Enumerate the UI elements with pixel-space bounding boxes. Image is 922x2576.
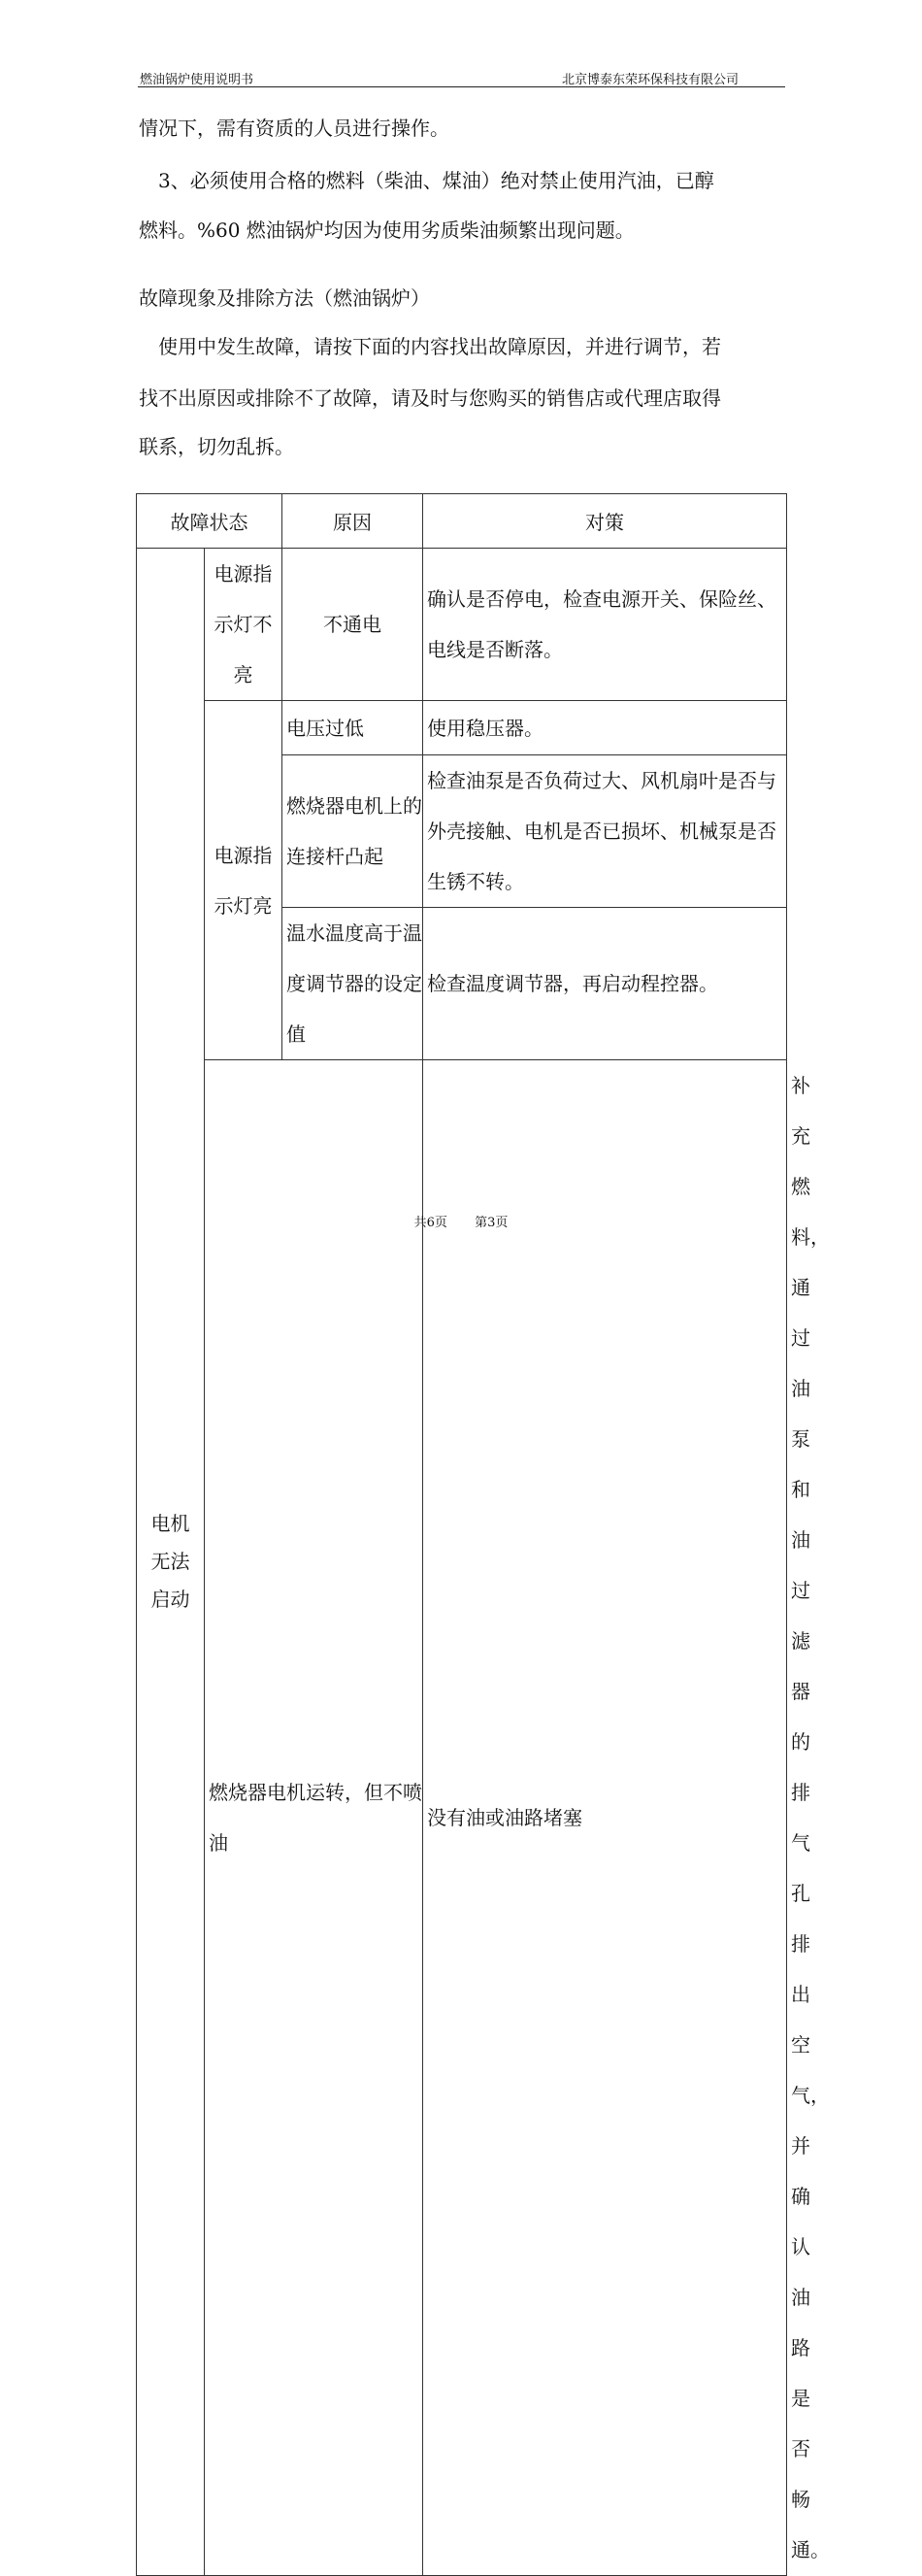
page-footer (0, 1212, 922, 1230)
table-row (137, 701, 787, 755)
table-row: 燃烧器电机运转，但不喷油 没有油或油路堵塞 补充燃料，通过油泵和油过滤器的排气孔排出空气，并确认油路是否畅通。 (137, 1060, 787, 2576)
state-motor-no-start: 电机无法启动 (137, 549, 205, 2576)
company-name: 北京博泰东荣环保科技有限公司 (561, 73, 739, 87)
measure-check-pump-fan: 检查油泵是否负荷过大、风机扇叶是否与外壳接触、电机是否已损坏、机械泵是否生锈不转。 (423, 755, 787, 908)
table-row (137, 549, 787, 701)
cause-no-oil-or-blocked: 没有油或油路堵塞 (423, 1060, 787, 2576)
fault-table (136, 493, 830, 2576)
paragraph-intro-line-1: 使用中发生故障，请按下面的内容找出故障原因，并进行调节，若 (139, 335, 721, 358)
measure-use-stabilizer: 使用稳压器。 (423, 701, 787, 755)
document-title: 燃油锅炉使用说明书 (140, 73, 254, 87)
header-fault-state: 故障状态 (137, 494, 282, 549)
paragraph-fuel-line-2: 燃料。%60 燃油锅炉均因为使用劣质柴油频繁出现问题。 (139, 218, 635, 242)
cause-connecting-rod: 燃烧器电机上的连接杆凸起 (282, 755, 423, 908)
paragraph-intro-line-2: 找不出原因或排除不了故障，请及时与您购买的销售店或代理店取得 (139, 386, 721, 410)
state-burner-no-spray: 燃烧器电机运转，但不喷油 (205, 1060, 423, 2576)
state-power-light-off: 电源指示灯不亮 (205, 549, 282, 701)
paragraph-fuel-line-1: 3、必须使用合格的燃料（柴油、煤油）绝对禁止使用汽油，已醇 (139, 169, 714, 192)
header-rule (138, 86, 785, 87)
table-header-row (137, 494, 787, 549)
header-cause: 原因 (282, 494, 423, 549)
paragraph-continuation: 情况下，需有资质的人员进行操作。 (139, 117, 449, 140)
total-pages: 共6页 (413, 1216, 447, 1230)
measure-check-thermostat: 检查温度调节器，再启动程控器。 (423, 908, 787, 1060)
measure-check-power: 确认是否停电，检查电源开关、保险丝、电线是否断落。 (423, 549, 787, 701)
current-page: 第3页 (475, 1216, 509, 1230)
cause-water-temp-high: 温水温度高于温度调节器的设定值 (282, 908, 423, 1060)
cause-no-power: 不通电 (282, 549, 423, 701)
cause-low-voltage: 电压过低 (282, 701, 423, 755)
header-measure: 对策 (423, 494, 787, 549)
paragraph-intro-line-3: 联系，切勿乱拆。 (139, 435, 294, 458)
page-header (138, 68, 785, 87)
section-title: 故障现象及排除方法（燃油锅炉） (139, 286, 430, 310)
state-power-light-on: 电源指示灯亮 (205, 701, 282, 1060)
